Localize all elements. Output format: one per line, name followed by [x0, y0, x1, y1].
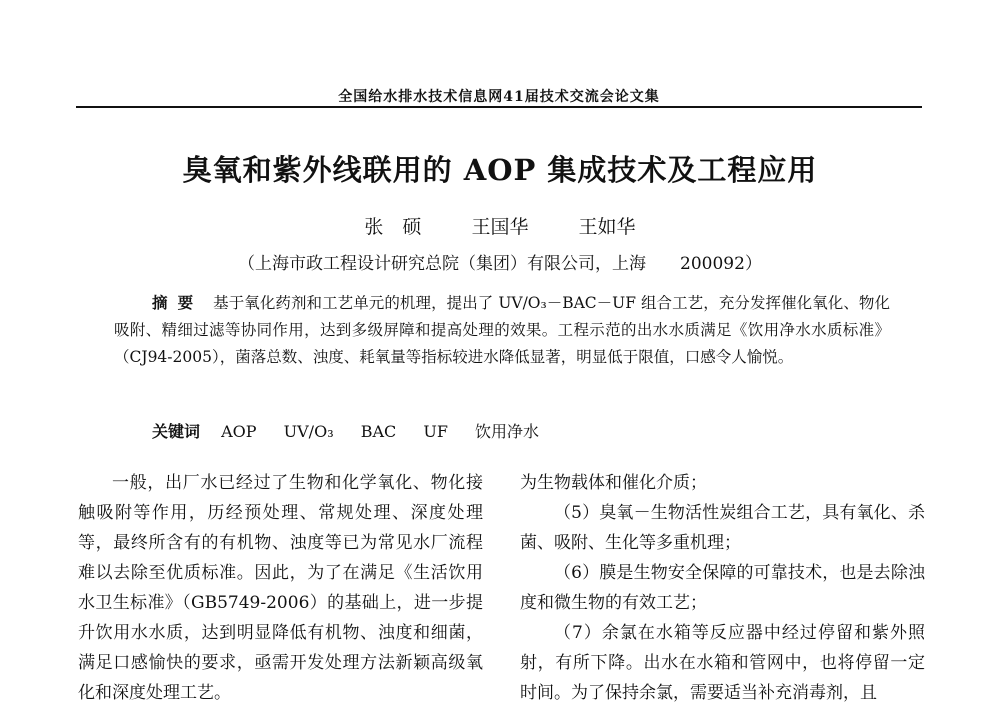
abstract-text: 基于氧化药剂和工艺单元的机理，提出了 UV/O₃－BAC－UF 组合工艺，充分发挥催化氧化、物化吸附、精细过滤等协同作用，达到多级屏障和提高处理的效果。工程示范的出水水质满足《饮用净水水质标准》（CJ94-2005），菌落总数、浊度、耗氧量等指标较进水降低显著，明显低于限值，口感令人愉悦。	[114, 294, 890, 366]
affiliation: （上海市政工程设计研究总院（集团）有限公司，上海 200092）	[238, 254, 762, 274]
body-paragraph: （6）膜是生物安全保障的可靠技术，也是去除浊度和微生物的有效工艺；	[520, 563, 925, 613]
body-paragraph: （5）臭氧－生物活性炭组合工艺，具有氧化、杀菌、吸附、生化等多重机理；	[520, 503, 925, 553]
body-paragraph: 为生物载体和催化介质；	[520, 473, 707, 493]
abstract-label: 摘要	[152, 293, 204, 312]
body-column-right	[520, 468, 925, 708]
running-header: 全国给水排水技术信息网41届技术交流会论文集	[338, 89, 660, 105]
header-rule	[76, 106, 922, 108]
keywords	[152, 419, 561, 442]
keyword: BAC	[360, 422, 397, 441]
body-column-left	[78, 468, 483, 708]
abstract	[114, 289, 890, 371]
paper-title: 臭氧和紫外线联用的 AOP 集成技术及工程应用	[182, 153, 818, 187]
body-paragraph: （7）余氯在水箱等反应器中经过停留和紫外照射，有所下降。出水在水箱和管网中，也将停留一定时间。为了保持余氯，需要适当补充消毒剂，且	[520, 623, 925, 703]
keyword: AOP	[221, 422, 257, 441]
author-name: 张 硕	[364, 216, 422, 238]
author-name: 王如华	[578, 216, 636, 238]
keyword: UV/O₃	[283, 422, 334, 441]
author-list	[0, 212, 1000, 239]
keywords-label: 关键词	[152, 422, 201, 441]
body-paragraph: 一般，出厂水已经过了生物和化学氧化、物化接触吸附等作用，历经预处理、常规处理、深度处理等，最终所含有的有机物、浊度等已为常见水厂流程难以去除至优质标准。因此，为了在满足《生活饮用水卫生标准》（GB5749-2006）的基础上，进一步提升饮用水水质，达到明显降低有机物、浊度和细菌，满足口感愉快的要求，亟需开发处理方法新颖高级氧化和深度处理工艺。	[78, 473, 483, 703]
keyword: 饮用净水	[475, 422, 540, 441]
keyword: UF	[423, 422, 448, 441]
author-name: 王国华	[471, 216, 529, 238]
